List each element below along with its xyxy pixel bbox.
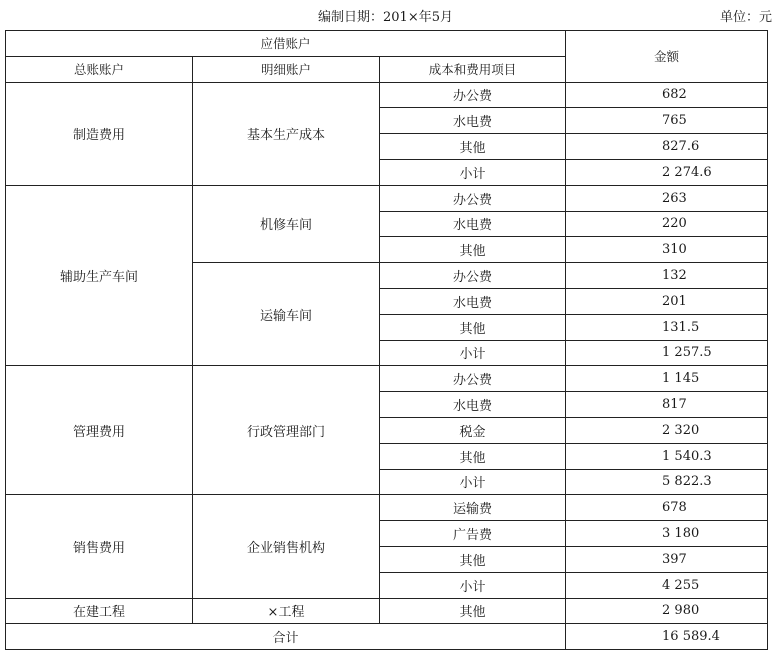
- cost-item-cell: 广告费: [380, 521, 566, 547]
- general-account-cell: 辅助生产车间: [6, 185, 193, 366]
- debit-account-group-header: 应借账户: [6, 31, 566, 57]
- amount-cell: 2 320: [566, 417, 768, 443]
- cost-item-cell: 小计: [380, 159, 566, 185]
- total-row: [6, 624, 768, 650]
- compile-date: 编制日期：201×年5月: [318, 10, 453, 25]
- cost-item-cell: 水电费: [380, 108, 566, 134]
- expense-allocation-table: [5, 30, 768, 650]
- cost-item-cell: 办公费: [380, 263, 566, 289]
- cost-item-cell: 运输费: [380, 495, 566, 521]
- amount-cell: 817: [566, 392, 768, 418]
- cost-item-cell: 其他: [380, 134, 566, 160]
- detail-account-cell: 机修车间: [193, 185, 380, 262]
- amount-cell: 682: [566, 82, 768, 108]
- amount-cell: 1 540.3: [566, 443, 768, 469]
- cost-item-cell: 办公费: [380, 82, 566, 108]
- amount-cell: 5 822.3: [566, 469, 768, 495]
- amount-cell: 4 255: [566, 572, 768, 598]
- table-row: [6, 82, 768, 108]
- total-amount: 16 589.4: [566, 624, 768, 650]
- cost-item-cell: 办公费: [380, 366, 566, 392]
- cost-item-cell: 税金: [380, 417, 566, 443]
- cost-item-cell: 小计: [380, 340, 566, 366]
- cost-item-cell: 其他: [380, 237, 566, 263]
- general-account-cell: 管理费用: [6, 366, 193, 495]
- table-row: [6, 598, 768, 624]
- cost-item-cell: 小计: [380, 572, 566, 598]
- amount-cell: 201: [566, 288, 768, 314]
- amount-cell: 678: [566, 495, 768, 521]
- cost-item-cell: 水电费: [380, 392, 566, 418]
- cost-item-cell: 办公费: [380, 185, 566, 211]
- detail-account-column-header: 明细账户: [193, 56, 380, 82]
- table-row: [6, 366, 768, 392]
- amount-cell: 3 180: [566, 521, 768, 547]
- table-body: [6, 82, 768, 624]
- cost-item-cell: 其他: [380, 546, 566, 572]
- amount-cell: 2 274.6: [566, 159, 768, 185]
- general-account-cell: 在建工程: [6, 598, 193, 624]
- report-header: [0, 0, 780, 30]
- detail-account-cell: ×工程: [193, 598, 380, 624]
- detail-account-cell: 基本生产成本: [193, 82, 380, 185]
- cost-item-column-header: 成本和费用项目: [380, 56, 566, 82]
- amount-cell: 2 980: [566, 598, 768, 624]
- cost-item-cell: 水电费: [380, 211, 566, 237]
- general-account-column-header: 总账账户: [6, 56, 193, 82]
- amount-cell: 1 257.5: [566, 340, 768, 366]
- detail-account-cell: 企业销售机构: [193, 495, 380, 598]
- currency-unit: 单位：元: [719, 10, 772, 25]
- general-account-cell: 制造费用: [6, 82, 193, 185]
- cost-item-cell: 小计: [380, 469, 566, 495]
- amount-cell: 131.5: [566, 314, 768, 340]
- detail-account-cell: 行政管理部门: [193, 366, 380, 495]
- amount-cell: 1 145: [566, 366, 768, 392]
- cost-item-cell: 其他: [380, 443, 566, 469]
- table-row: [6, 495, 768, 521]
- general-account-cell: 销售费用: [6, 495, 193, 598]
- amount-cell: 765: [566, 108, 768, 134]
- amount-cell: 132: [566, 263, 768, 289]
- cost-item-cell: 水电费: [380, 288, 566, 314]
- amount-cell: 263: [566, 185, 768, 211]
- amount-cell: 397: [566, 546, 768, 572]
- cost-item-cell: 其他: [380, 314, 566, 340]
- amount-cell: 310: [566, 237, 768, 263]
- cost-item-cell: 其他: [380, 598, 566, 624]
- amount-cell: 827.6: [566, 134, 768, 160]
- total-label: 合计: [6, 624, 566, 650]
- detail-account-cell: 运输车间: [193, 263, 380, 366]
- amount-cell: 220: [566, 211, 768, 237]
- amount-column-header: 金额: [566, 31, 768, 83]
- table-row: [6, 185, 768, 211]
